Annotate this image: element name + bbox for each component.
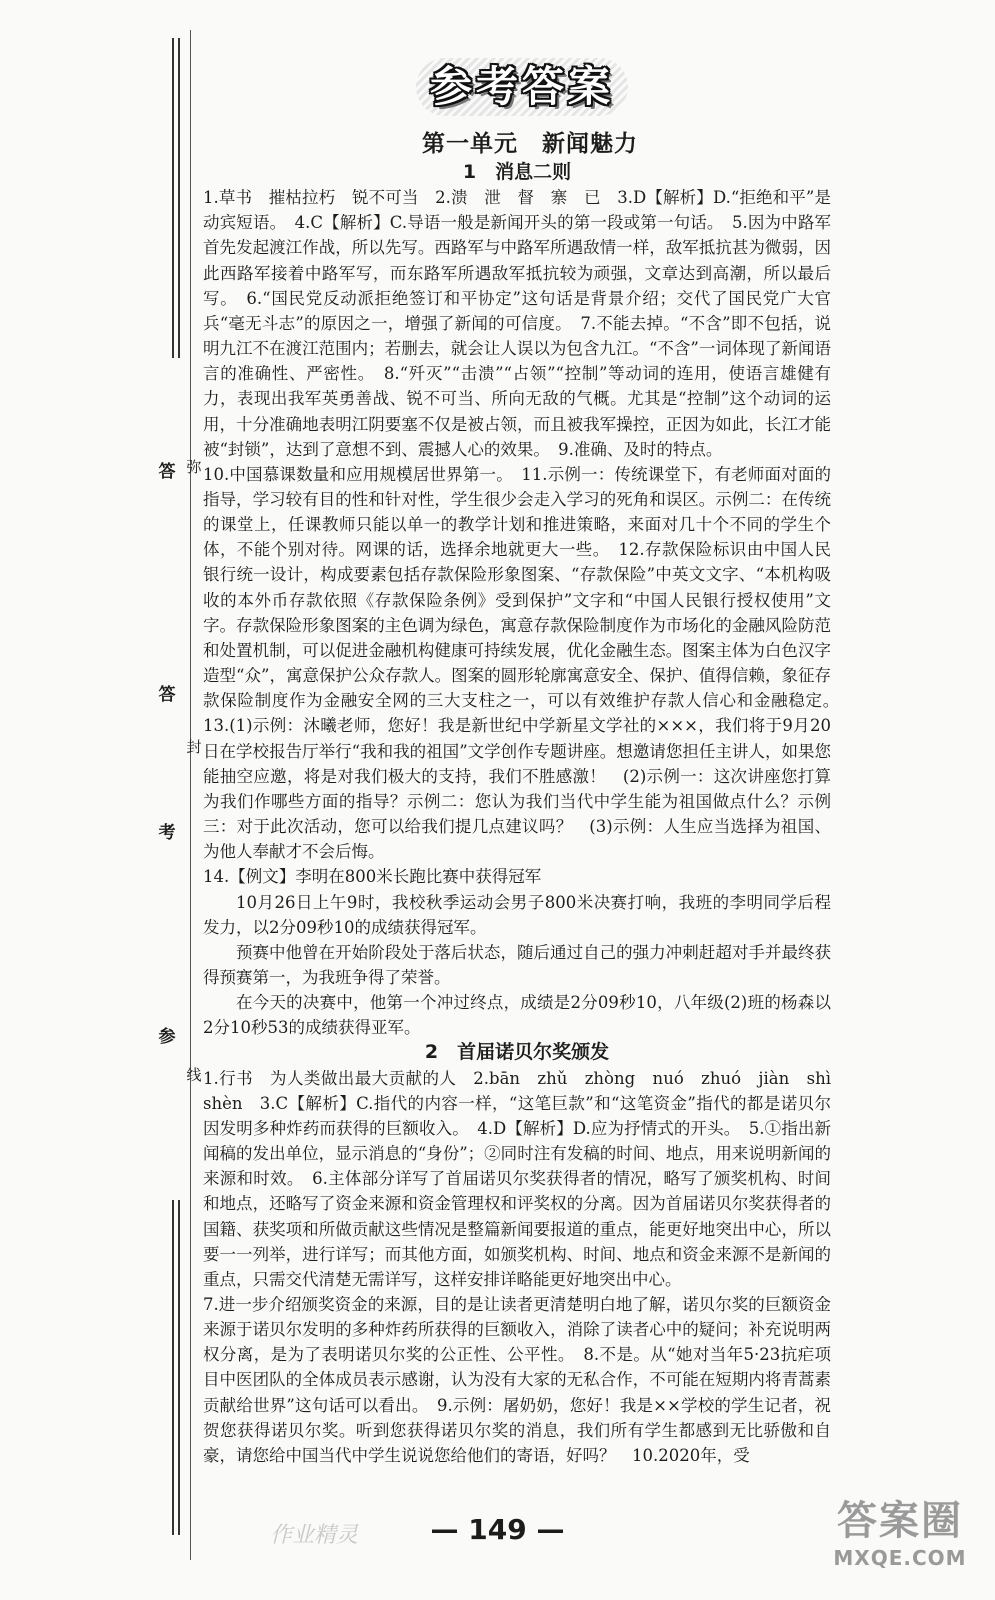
- page-number: — 149 —: [430, 1513, 565, 1546]
- answer-banner: [407, 58, 637, 116]
- binding-line: [172, 1200, 174, 1535]
- watermark-url: MXQE.COM: [833, 1546, 967, 1570]
- binding-line: [172, 38, 174, 358]
- binding-line: [190, 30, 191, 1560]
- answer-paragraph: 1.草书 摧枯拉朽 锐不可当 2.溃 泄 督 寨 已 3.D【解析】D.“拒绝和平”是动宾短语。 4.C【解析】C.导语一般是新闻开头的第一段或第一句话。 5.因为中路军首先发起渡江作战，所以先写。西路军与中路军所遇敌情一样，敌军抵抗甚为微弱，因此西路军接着中路军写，而东路军所遇敌军抵抗较为顽强，文章达到高潮，所以最后写。 6.“国民党反动派拒绝签订和平协定”这句话是背景介绍；交代了国民党广大官兵“毫无斗志”的原因之一，增强了新闻的可信度。 7.不能去掉。“不含”即不包括，说明九江不在渡江范围内；若删去，就会让人误以为包含九江。“不含”一词体现了新闻语言的准确性、严密性。 8.“歼灭”“击溃”“占领”“控制”等动词的连用，使语言雄健有力，表现出我军英勇善战、锐不可当、所向无敌的气概。尤其是“控制”这个动词的运用，十分准确地表明江阴要塞不仅是被占领，而且被我军操控，正因为如此，长江才能被“封锁”，达到了意想不到、震撼人心的效果。 9.准确、及时的特点。: [203, 188, 831, 459]
- answer-paragraph: 1.行书 为人类做出最大贡献的人 2.bān zhǔ zhòng nuó zhuó jiàn shì shèn 3.C【解析】C.指代的内容一样，“这笔巨款”和“这笔资金”指代的都是诺贝尔因发明多种炸药而获得的巨额收入。 4.D【解析】D.应为抒情式的开头。 5.①指出新闻稿的发出单位，显示消息的“身份”；②同时注有发稿的时间、地点，用来说明新闻的来源和时效。 6.主体部分详写了首届诺贝尔奖获得者的情况，略写了颁奖机构、时间和地点，还略写了资金来源和资金管理权和评奖权的分离。因为首届诺贝尔奖获得者的国籍、获奖项和所做贡献这些情况是整篇新闻要报道的重点，能更好地突出中心，所以要一一列举，进行详写；而其他方面，如颁奖机构、时间、地点和资金来源不是新闻的重点，只需交代清楚无需详写，这样安排详略能更好地突出中心。: [203, 1068, 848, 1289]
- binding-mark: 弥: [186, 458, 202, 476]
- unit-title: 第一单元 新闻魅力: [422, 131, 638, 157]
- binding-line: [178, 1200, 180, 1535]
- watermark-text: 答案圈: [837, 1498, 963, 1544]
- binding-mark: 考: [158, 823, 176, 843]
- binding-margin: [160, 30, 200, 1570]
- essay-paragraph: 10月26日上午9时，我校秋季运动会男子800米决赛打响，我班的李明同学后程发力，以2分09秒10的成绩获得冠军。: [203, 892, 831, 937]
- lesson-title: 2 首届诺贝尔奖颁发: [424, 1041, 610, 1064]
- lesson-title: 1 消息二则: [462, 161, 572, 183]
- essay-paragraph: 预赛中他曾在开始阶段处于落后状态，随后通过自己的强力冲刺赶超对手并最终获得预赛第一，为我班争得了荣誉。: [203, 942, 831, 987]
- footer-brand: 作业精灵: [270, 1523, 359, 1548]
- binding-line: [178, 38, 180, 358]
- answer-paragraph: 7.进一步介绍颁奖资金的来源，目的是让读者更清楚明白地了解，诺贝尔奖的巨额资金来源于诺贝尔发明的多种炸药所获得的巨额收入，消除了读者心中的疑问；补充说明两权分离，是为了表明诺贝尔奖的公正性、公平性。 8.不是。从“她对当年5·23抗疟项目中医团队的全体成员表示感谢，认为没有大家的无私合作，不可能在短期内将青蒿素贡献给世界”这句话可以看出。 9.示例：屠奶奶，您好！我是××学校的学生记者，祝贺您获得诺贝尔奖。听到您获得诺贝尔奖的消息，我们所有学生都感到无比骄傲和自豪，请您给中国当代中学生说说您给他们的寄语，好吗？ 10.2020年，受: [203, 1295, 831, 1465]
- binding-mark: 答: [158, 462, 176, 482]
- watermark-logo: [825, 1496, 975, 1586]
- answer-content: [203, 160, 848, 1468]
- binding-mark: 答: [158, 685, 176, 705]
- answer-paragraph: 14.【例文】李明在800米长跑比赛中获得冠军: [203, 867, 542, 887]
- essay-paragraph: 在今天的决赛中，他第一个冲过终点，成绩是2分09秒10，八年级(2)班的杨森以2分10秒53的成绩获得亚军。: [203, 993, 831, 1038]
- binding-mark: 封: [186, 738, 202, 756]
- binding-mark: 参: [158, 1027, 176, 1047]
- binding-mark: 线: [186, 1066, 202, 1084]
- answer-paragraph: 10.中国慕课数量和应用规模居世界第一。 11.示例一：传统课堂下，有老师面对面的指导，学习较有目的性和针对性，学生很少会走入学习的死角和误区。示例二：在传统的课堂上，任课教师只能以单一的教学计划和推进策略，来面对几十个不同的学生个体，不能个别对待。网课的话，选择余地就更大一些。 12.存款保险标识由中国人民银行统一设计，构成要素包括存款保险形象图案、“存款保险”中英文文字、“本机构吸收的本外币存款依照《存款保险条例》受到保护”文字和“中国人民银行授权使用”文字。存款保险形象图案的主色调为绿色，寓意存款保险制度作为市场化的金融风险防范和处置机制，可以促进金融机构健康可持续发展，优化金融生态。图案主体为白色汉字造型“众”，寓意保护公众存款人。图案的圆形轮廓寓意安全、保护、值得信赖，象征存款保险制度作为金融安全网的三大支柱之一，可以有效维护存款人信心和金融稳定。 13.(1)示例：沐曦老师，您好！我是新世纪中学新星文学社的×××，我们将于9月20日在学校报告厅举行“我和我的祖国”文学创作专题讲座。想邀请您担任主讲人，如果您能抽空应邀，将是对我们极大的支持，我们不胜感激！ (2)示例一：这次讲座您打算为我们作哪些方面的指导？示例二：您认为我们当代中学生能为祖国做点什么？示例三：对于此次活动，您可以给我们提几点建议吗？ (3)示例：人生应当选择为祖国、为他人奉献才不会后悔。: [203, 464, 848, 862]
- banner-title: 参考答案: [416, 58, 628, 116]
